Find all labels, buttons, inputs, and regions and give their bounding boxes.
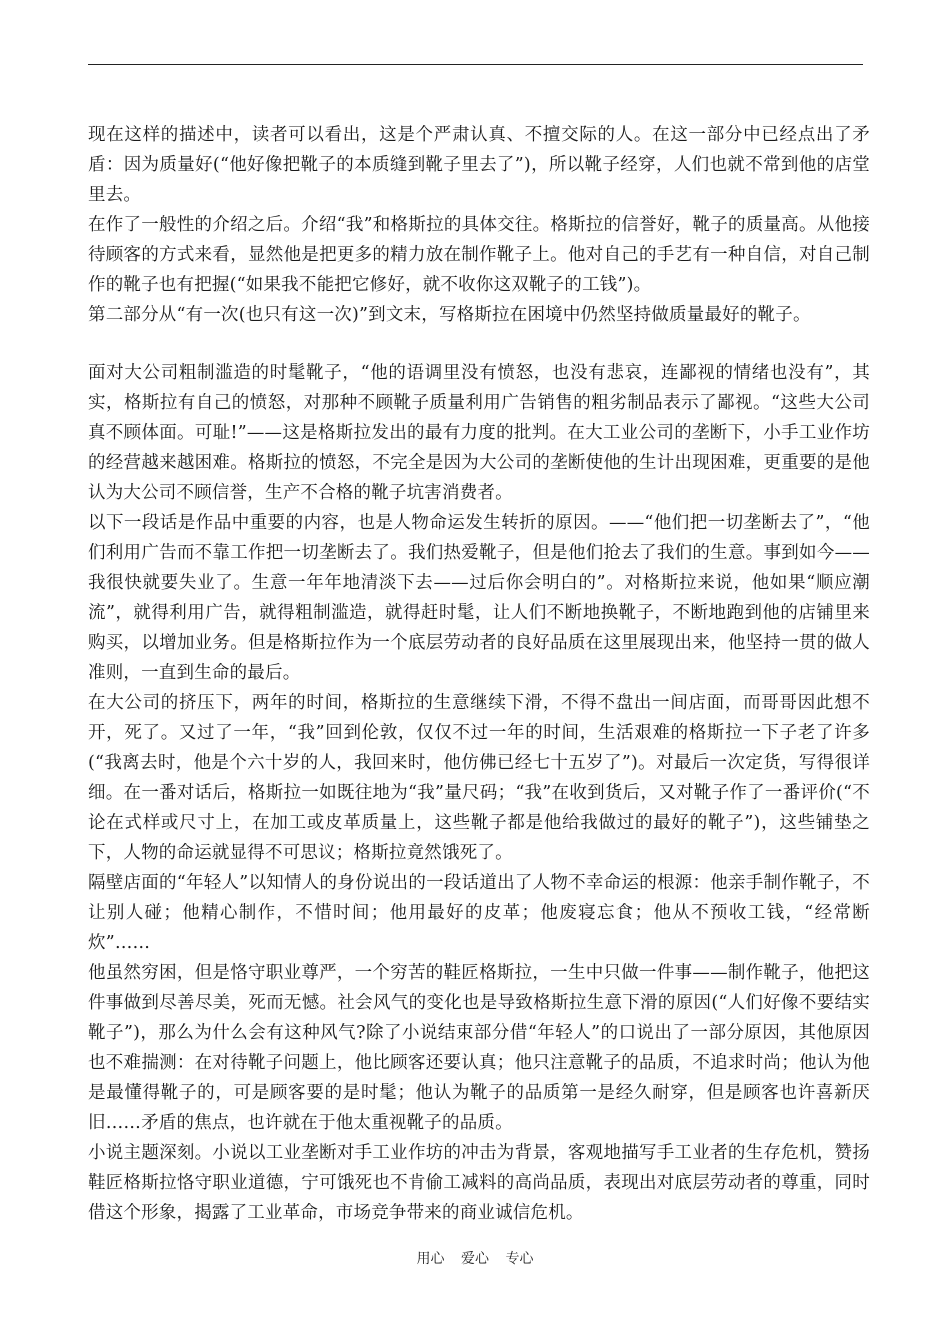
paragraph: 面对大公司粗制滥造的时髦靴子，“他的语调里没有愤怒，也没有悲哀，连鄙视的情绪也没有”，其实，格斯拉有自己的愤怒，对那种不顾靴子质量利用广告销售的粗劣制品表示了鄙视。“这些大公司真不顾体面。可耻!”——这是格斯拉发出的最有力度的批判。在大工业公司的垄断下，小手工业作坊的经营越来越困难。格斯拉的愤怒，不完全是因为大公司的垄断使他的生计出现困难，更重要的是他认为大公司不顾信誉，生产不合格的靴子坑害消费者。 [88,363,870,503]
document-body [88,120,870,1228]
paragraph: 小说主题深刻。小说以工业垄断对手工业作坊的冲击为背景，客观地描写手工业者的生存危机，赞扬鞋匠格斯拉恪守职业道德，宁可饿死也不肯偷工减料的高尚品质，表现出对底层劳动者的尊重，同时借这个形象，揭露了工业革命，市场竞争带来的商业诚信危机。 [88,1143,870,1223]
paragraph: 隔壁店面的“年轻人”以知情人的身份说出的一段话道出了人物不幸命运的根源：他亲手制作靴子，不让别人碰；他精心制作，不惜时间；他用最好的皮革；他废寝忘食；他从不预收工钱，“经常断炊”…… [88,873,870,953]
footer-item: 用心 [416,1251,445,1267]
paragraph: 他虽然穷困，但是恪守职业尊严，一个穷苦的鞋匠格斯拉，一生中只做一件事——制作靴子，他把这件事做到尽善尽美，死而无憾。社会风气的变化也是导致格斯拉生意下滑的原因(“人们好像不要结实靴子”)，那么为什么会有这种风气?除了小说结束部分借“年轻人”的口说出了一部分原因，其他原因也不难揣测：在对待靴子问题上，他比顾客还要认真；他只注意靴子的品质，不追求时尚；他认为他是最懂得靴子的，可是顾客要的是时髦；他认为靴子的品质第一是经久耐穿，但是顾客也许喜新厌旧……矛盾的焦点，也许就在于他太重视靴子的品质。 [88,963,870,1133]
footer-item: 专心 [505,1251,534,1267]
paragraph: 以下一段话是作品中重要的内容，也是人物命运发生转折的原因。——“他们把一切垄断去了”，“他们利用广告而不靠工作把一切垄断去了。我们热爱靴子，但是他们抢去了我们的生意。事到如今——我很快就要失业了。生意一年年地清淡下去——过后你会明白的”。对格斯拉来说，他如果“顺应潮流”，就得利用广告，就得粗制滥造，就得赶时髦，让人们不断地换靴子，不断地跑到他的店铺里来购买，以增加业务。但是格斯拉作为一个底层劳动者的良好品质在这里展现出来，他坚持一贯的做人准则，一直到生命的最后。 [88,513,870,683]
paragraph: 在大公司的挤压下，两年的时间，格斯拉的生意继续下滑，不得不盘出一间店面，而哥哥因此想不开，死了。又过了一年，“我”回到伦敦，仅仅不过一年的时间，生活艰难的格斯拉一下子老了许多(“我离去时，他是个六十岁的人，我回来时，他仿佛已经七十五岁了”)。对最后一次定货，写得很详细。在一番对话后，格斯拉一如既往地为“我”量尺码；“我”在收到货后，又对靴子作了一番评价(“不论在式样或尺寸上，在加工或皮革质量上，这些靴子都是他给我做过的最好的靴子”)，这些铺垫之下，人物的命运就显得不可思议；格斯拉竟然饿死了。 [88,693,870,863]
paragraph: 现在这样的描述中，读者可以看出，这是个严肃认真、不擅交际的人。在这一部分中已经点出了矛盾：因为质量好(“他好像把靴子的本质缝到靴子里去了”)，所以靴子经穿，人们也就不常到他的店堂里去。 [88,125,870,205]
paragraph: 在作了一般性的介绍之后。介绍“我”和格斯拉的具体交往。格斯拉的信誉好，靴子的质量高。从他接待顾客的方式来看，显然他是把更多的精力放在制作靴子上。他对自己的手艺有一种自信，对自己制作的靴子也有把握(“如果我不能把它修好，就不收你这双靴子的工钱”)。 [88,215,870,295]
page-footer [0,1249,950,1269]
footer-item: 爱心 [461,1251,489,1267]
header-rule [88,64,863,65]
paragraph: 第二部分从“有一次(也只有这一次)”到文末，写格斯拉在困境中仍然坚持做质量最好的靴子。 [88,305,811,325]
